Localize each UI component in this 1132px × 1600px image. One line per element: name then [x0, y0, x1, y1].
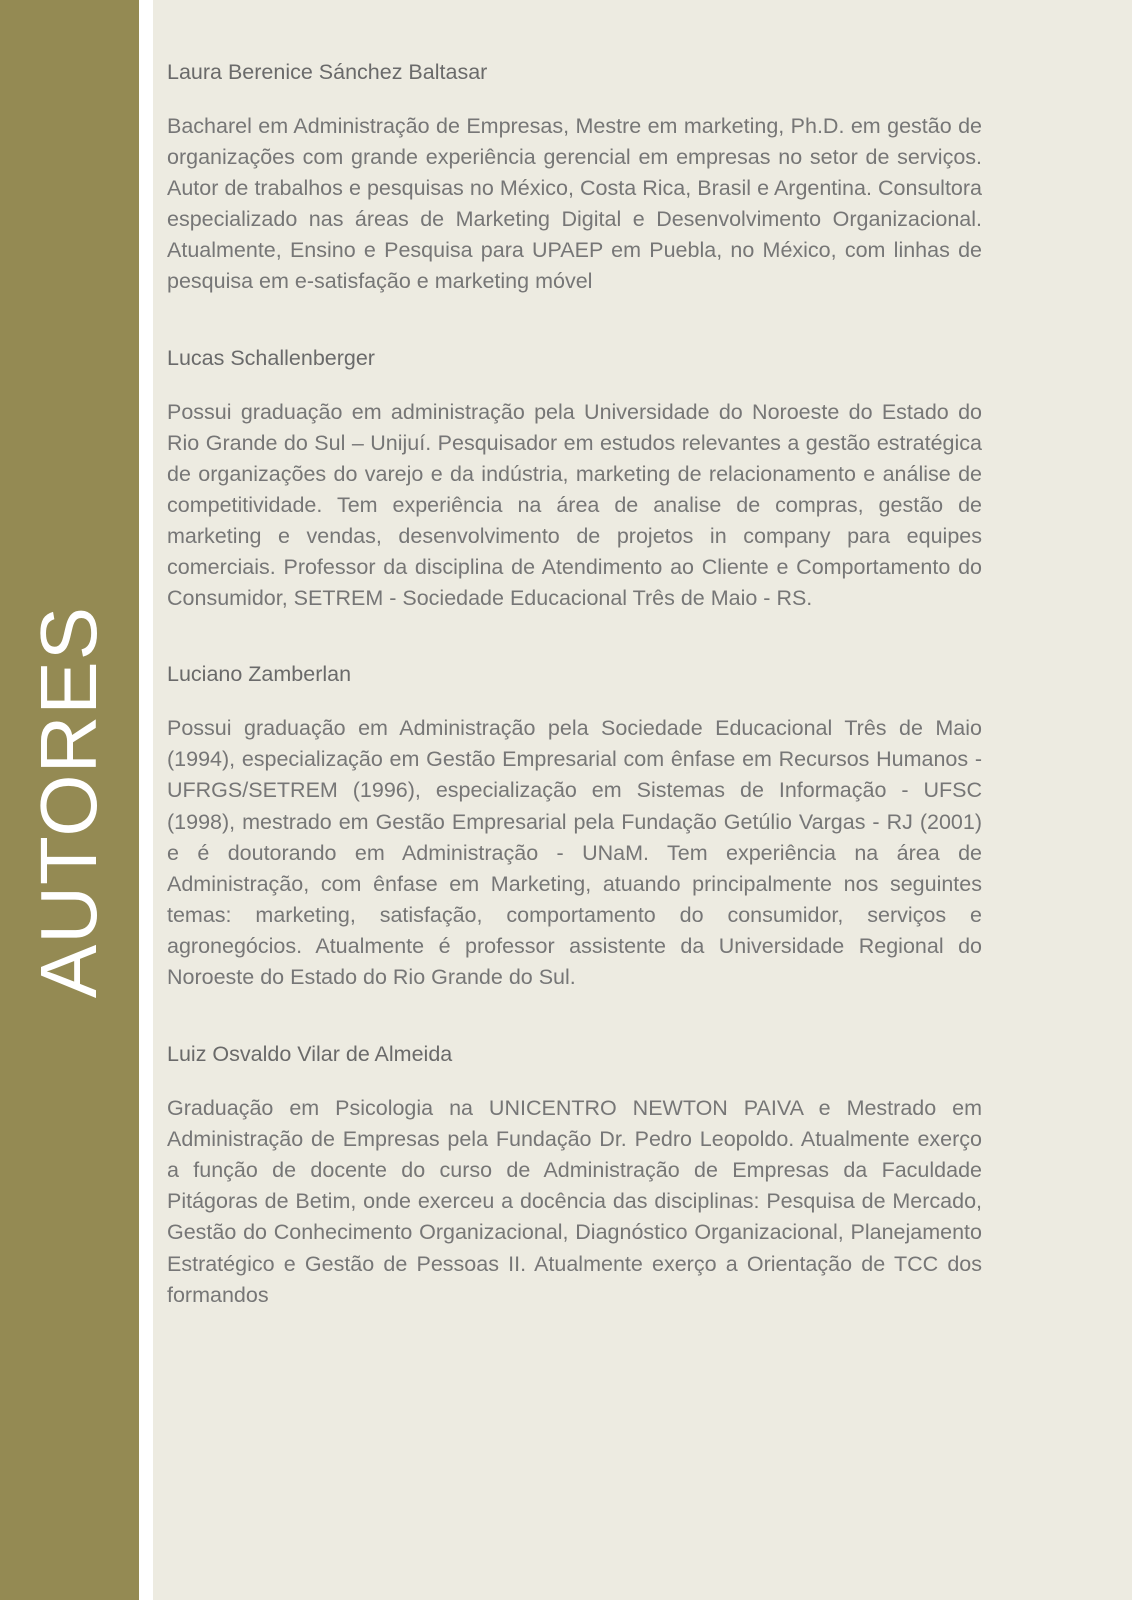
authors-list [167, 57, 982, 1311]
sidebar-band [0, 0, 139, 1600]
author-entry [167, 1039, 982, 1311]
author-entry [167, 343, 982, 615]
author-bio: Possui graduação em administração pela Universidade do Noroeste do Estado do Rio Grande do Sul – Unijuí. Pesquisador em estudos relevantes a gestão estratégica de organizações do varejo e da indústria, marketing de relacionamento e análise de competitividade. Tem experiência na área de analise de compras, gestão de marketing e vendas, desenvolvimento de projetos in company para equipes comerciais. Professor da disciplina de Atendimento ao Cliente e Comportamento do Consumidor, SETREM - Sociedade Educacional Três de Maio - RS. [167, 399, 982, 611]
author-name: Laura Berenice Sánchez Baltasar [167, 60, 488, 84]
author-bio: Graduação em Psicologia na UNICENTRO NEWTON PAIVA e Mestrado em Administração de Empresas pela Fundação Dr. Pedro Leopoldo. Atualmente exerço a função de docente do curso de Administração de Empresas da Faculdade Pitágoras de Betim, onde exerceu a docência das disciplinas: Pesquisa de Mercado, Gestão do Conhecimento Organizacional, Diagnóstico Organizacional, Planejamento Estratégico e Gestão de Pessoas II. Atualmente exerço a Orientação de TCC dos formandos [167, 1096, 982, 1307]
author-bio: Bacharel em Administração de Empresas, Mestre em marketing, Ph.D. em gestão de organizações com grande experiência gerencial em empresas no setor de serviços. Autor de trabalhos e pesquisas no México, Costa Rica, Brasil e Argentina. Consultora especializado nas áreas de Marketing Digital e Desenvolvimento Organizacional. Atualmente, Ensino e Pesquisa para UPAEP em Puebla, no México, com linhas de pesquisa em e-satisfação e marketing móvel [167, 114, 982, 294]
author-name: Lucas Schallenberger [167, 345, 375, 370]
author-entry [167, 57, 982, 298]
section-title: AUTORES [24, 605, 113, 999]
author-name: Luiz Osvaldo Vilar de Almeida [167, 1042, 453, 1067]
author-bio: Possui graduação em Administração pela Sociedade Educacional Três de Maio (1994), especialização em Gestão Empresarial com ênfase em Recursos Humanos - UFRGS/SETREM (1996), especialização em Sistemas de Informação - UFSC (1998), mestrado em Gestão Empresarial pela Fundação Getúlio Vargas - RJ (2001) e é doutorando em Administração - UNaM. Tem experiência na área de Administração, com ênfase em Marketing, atuando principalmente nos seguintes temas: marketing, satisfação, comportamento do consumidor, serviços e agronegócios. Atualmente é professor assistente da Universidade Regional do Noroeste do Estado do Rio Grande do Sul. [167, 716, 982, 989]
author-entry [167, 659, 982, 993]
author-name: Luciano Zamberlan [167, 662, 352, 687]
